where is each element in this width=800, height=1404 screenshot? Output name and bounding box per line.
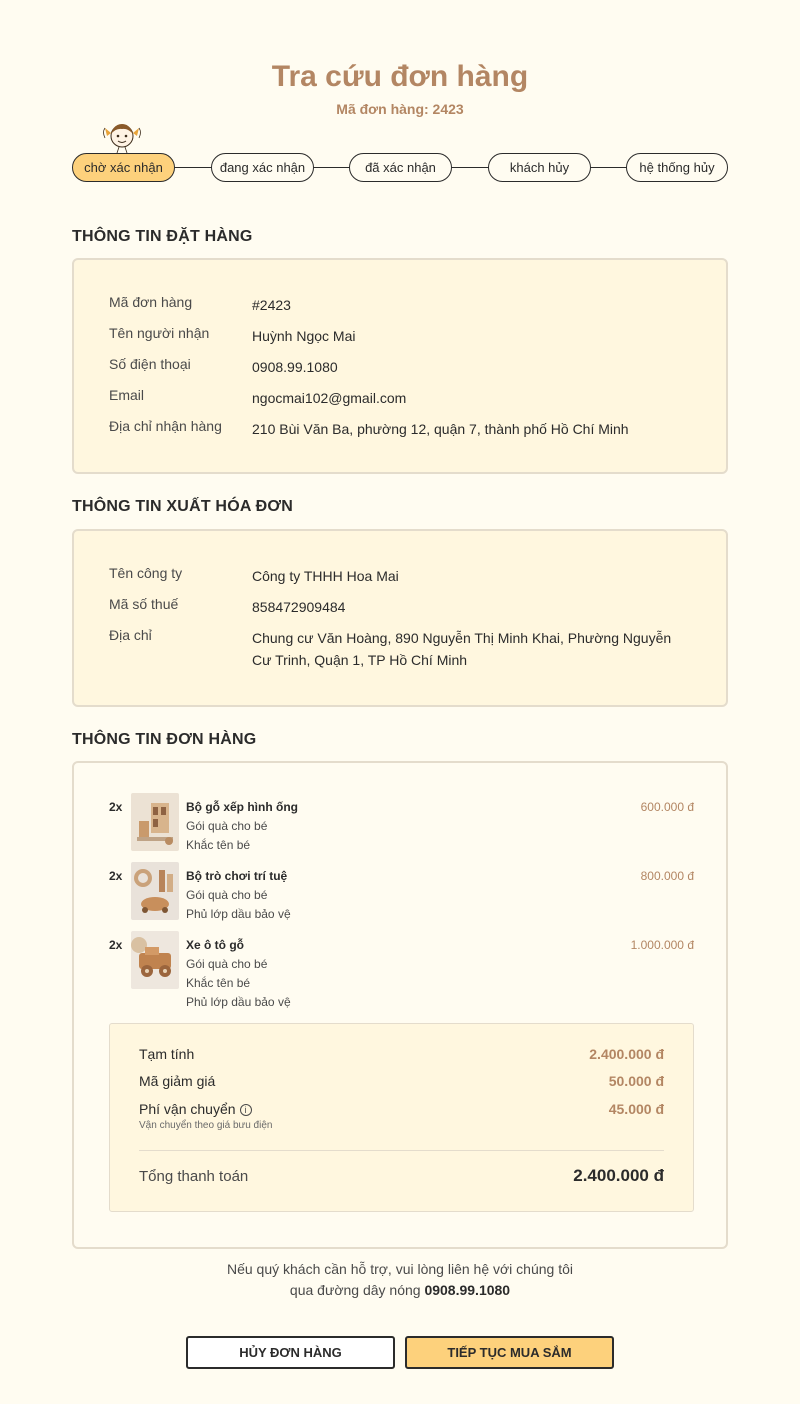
item-option: Khắc tên bé [186, 838, 251, 852]
list-item [109, 869, 694, 931]
company-name-value: Công ty THHH Hoa Mai [252, 568, 399, 584]
support-line-2 [0, 1280, 800, 1301]
order-info-row [109, 387, 692, 409]
order-info-row [109, 418, 692, 440]
item-quantity: 2x [109, 800, 123, 814]
order-code-label: Mã đơn hàng [109, 294, 193, 310]
company-address-value: Chung cư Văn Hoàng, 890 Nguyễn Thị Minh Khai, Phường Nguyễn Cư Trinh, Quận 1, TP Hồ Chí Minh [252, 630, 672, 668]
item-name: Bộ gỗ xếp hình ống [186, 800, 298, 814]
product-image-puzzle-game [131, 862, 179, 920]
subtotal-value: 2.400.000 đ [589, 1046, 664, 1062]
shipping-label: Phí vận chuyển [139, 1101, 236, 1117]
invoice-info-heading: THÔNG TIN XUẤT HÓA ĐƠN [72, 498, 294, 515]
continue-shopping-button[interactable]: TIẾP TỤC MUA SẮM [405, 1336, 614, 1369]
item-option: Khắc tên bé [186, 976, 251, 990]
item-option: Phủ lớp dầu bảo vệ [186, 907, 291, 921]
step-he-thong-huy[interactable]: hệ thống hủy [626, 153, 728, 182]
company-name-label: Tên công ty [109, 565, 183, 581]
list-item [109, 800, 694, 862]
invoice-info-row [109, 565, 692, 587]
order-code-value: #2423 [252, 297, 291, 313]
product-image-wooden-tube-set [131, 793, 179, 851]
invoice-info-card [72, 529, 728, 707]
item-quantity: 2x [109, 938, 123, 952]
recipient-label: Tên người nhận [109, 325, 210, 341]
product-image-wooden-car [131, 931, 179, 989]
item-quantity: 2x [109, 869, 123, 883]
phone-label: Số điện thoại [109, 356, 191, 372]
discount-label: Mã giảm giá [139, 1073, 216, 1089]
support-message [0, 1259, 800, 1301]
item-option: Gói quà cho bé [186, 819, 268, 833]
step-dang-xac-nhan[interactable]: đang xác nhận [211, 153, 314, 182]
step-cho-xac-nhan[interactable]: chờ xác nhận [72, 153, 175, 182]
order-info-row [109, 356, 692, 378]
hotline-number[interactable]: 0908.99.1080 [424, 1282, 511, 1298]
order-info-heading: THÔNG TIN ĐẶT HÀNG [72, 228, 253, 245]
item-option: Phủ lớp dầu bảo vệ [186, 995, 291, 1009]
shipping-value: 45.000 đ [608, 1101, 664, 1117]
summary-divider [139, 1150, 664, 1151]
phone-value: 0908.99.1080 [252, 359, 338, 375]
email-value: ngocmai102@gmail.com [252, 390, 407, 406]
subtotal-row [139, 1046, 664, 1062]
item-price: 800.000 đ [640, 869, 694, 883]
order-items-heading: THÔNG TIN ĐƠN HÀNG [72, 731, 257, 748]
item-name: Bộ trò chơi trí tuệ [186, 869, 288, 883]
mascot-girl-icon [102, 116, 142, 154]
support-line-2-prefix: qua đường dây nóng [289, 1282, 421, 1298]
cancel-order-button[interactable]: HỦY ĐƠN HÀNG [186, 1336, 395, 1369]
item-name: Xe ô tô gỗ [186, 938, 244, 952]
support-line-1: Nếu quý khách cần hỗ trợ, vui lòng liên hệ với chúng tôi [226, 1261, 573, 1277]
order-info-row [109, 325, 692, 347]
step-da-xac-nhan[interactable]: đã xác nhận [349, 153, 452, 182]
shipping-address-label: Địa chỉ nhận hàng [109, 418, 222, 434]
order-items-card [72, 761, 728, 1249]
shipping-note: Vận chuyển theo giá bưu điện [139, 1120, 273, 1131]
item-option: Gói quà cho bé [186, 957, 268, 971]
page-title: Tra cứu đơn hàng [271, 60, 529, 93]
order-status-stepper [72, 153, 728, 183]
order-info-row [109, 294, 692, 316]
order-summary [109, 1023, 694, 1212]
total-value: 2.400.000 đ [573, 1166, 664, 1185]
tax-code-value: 858472909484 [252, 599, 346, 615]
shipping-row [139, 1101, 664, 1117]
total-row [139, 1166, 664, 1186]
item-price: 1.000.000 đ [630, 938, 694, 952]
company-address-label: Địa chỉ [109, 627, 152, 643]
item-option: Gói quà cho bé [186, 888, 268, 902]
email-label: Email [109, 387, 145, 403]
discount-row [139, 1073, 664, 1089]
item-price: 600.000 đ [640, 800, 694, 814]
recipient-value: Huỳnh Ngọc Mai [252, 328, 356, 344]
invoice-info-row [109, 596, 692, 618]
total-label: Tổng thanh toán [139, 1168, 249, 1185]
discount-value: 50.000 đ [608, 1073, 664, 1089]
step-khach-huy[interactable]: khách hủy [488, 153, 591, 182]
info-icon[interactable]: i [240, 1104, 252, 1116]
tax-code-label: Mã số thuế [109, 596, 179, 612]
list-item [109, 938, 694, 1009]
shipping-address-value: 210 Bùi Văn Ba, phường 12, quận 7, thành phố Hồ Chí Minh [252, 421, 629, 437]
order-info-card [72, 258, 728, 474]
invoice-info-row [109, 627, 692, 671]
order-code-subtitle: Mã đơn hàng: 2423 [336, 101, 464, 117]
subtotal-label: Tạm tính [139, 1046, 195, 1062]
